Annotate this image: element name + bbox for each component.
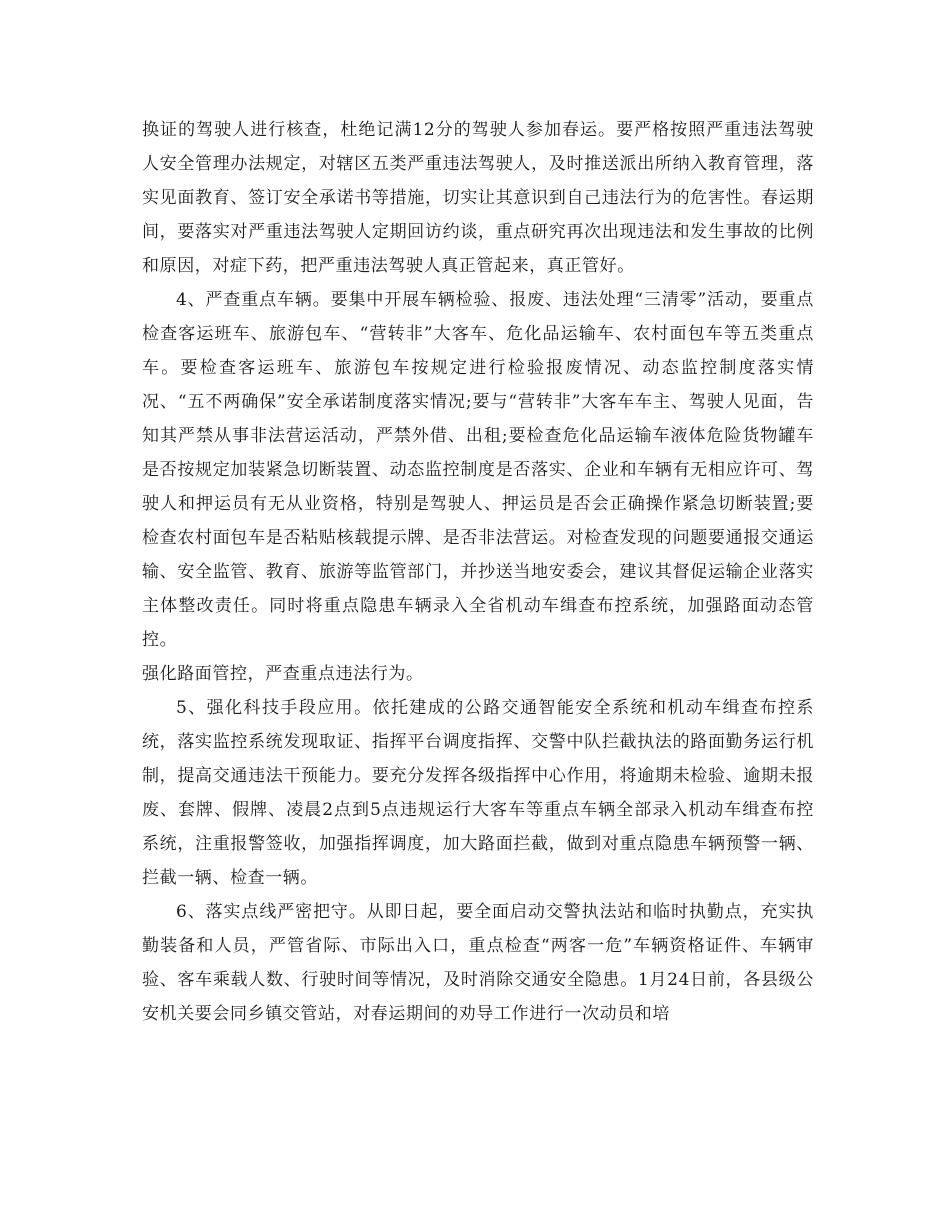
paragraph-driver-management: 换证的驾驶人进行核查，杜绝记满12分的驾驶人参加春运。要严格按照严重违法驾驶人安全管理办法规定，对辖区五类严重违法驾驶人，及时推送派出所纳入教育管理，落实见面教育、签订安全承诺书等措施，切实让其意识到自己违法行为的危害性。春运期间，要落实对严重违法驾驶人定期回访约谈，重点研究再次出现违法和发生事故的比例和原因，对症下药，把严重违法驾驶人真正管起来，真正管好。 [142, 120, 814, 276]
document-body [142, 113, 814, 1031]
paragraph-key-vehicles: 4、严查重点车辆。要集中开展车辆检验、报废、违法处理“三清零”活动，要重点检查客运班车、旅游包车、“营转非”大客车、危化品运输车、农村面包车等五类重点车。要检查客运班车、旅游包车按规定进行检验报废情况、动态监控制度落实情况、“五不两确保”安全承诺制度落实情况;要与“营转非”大客车车主、驾驶人见面，告知其严禁从事非法营运活动，严禁外借、出租;要检查危化品运输车液体危险货物罐车是否按规定加装紧急切断装置、动态监控制度是否落实、企业和车辆有无相应许可、驾驶人和押运员有无从业资格，特别是驾驶人、押运员是否会正确操作紧急切断装置;要检查农村面包车是否粘贴核载提示牌、是否非法营运。对检查发现的问题要通报交通运输、安全监管、教育、旅游等监管部门，并抄送当地安委会，建议其督促运输企业落实主体整改责任。同时将重点隐患车辆录入全省机动车缉查布控系统，加强路面动态管控。 [142, 290, 814, 650]
section-heading-road-control: 强化路面管控，严查重点违法行为。 [142, 664, 424, 684]
paragraph-checkpoint-guarding: 6、落实点线严密把守。从即日起，要全面启动交警执法站和临时执勤点，充实执勤装备和人员，严管省际、市际出入口，重点检查“两客一危”车辆资格证件、车辆审验、客车乘载人数、行驶时间等情况，及时消除交通安全隐患。1月24日前，各县级公安机关要会同乡镇交管站，对春运期间的劝导工作进行一次动员和培 [142, 902, 814, 1024]
paragraph-technology-application: 5、强化科技手段应用。依托建成的公路交通智能安全系统和机动车缉查布控系统，落实监控系统发现取证、指挥平台调度指挥、交警中队拦截执法的路面勤务运行机制，提高交通违法干预能力。要充分发挥各级指挥中心作用，将逾期未检验、逾期未报废、套牌、假牌、凌晨2点到5点违规运行大客车等重点车辆全部录入机动车缉查布控系统，注重报警签收，加强指挥调度，加大路面拦截，做到对重点隐患车辆预警一辆、拦截一辆、检查一辆。 [142, 698, 814, 888]
